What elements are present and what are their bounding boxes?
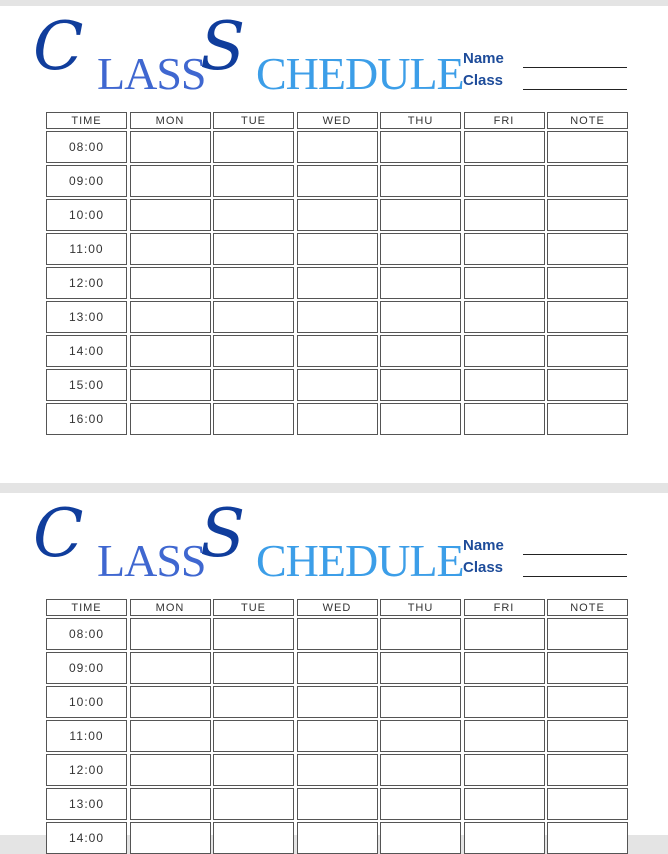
- slot-thu[interactable]: [380, 369, 461, 401]
- slot-note[interactable]: [547, 403, 628, 435]
- slot-note[interactable]: [547, 618, 628, 650]
- slot-fri[interactable]: [464, 754, 545, 786]
- slot-note[interactable]: [547, 754, 628, 786]
- slot-fri[interactable]: [464, 199, 545, 231]
- slot-note[interactable]: [547, 822, 628, 854]
- slot-fri[interactable]: [464, 720, 545, 752]
- slot-thu[interactable]: [380, 199, 461, 231]
- slot-thu[interactable]: [380, 403, 461, 435]
- slot-fri[interactable]: [464, 267, 545, 299]
- time-cell: 11:00: [46, 720, 127, 752]
- slot-wed[interactable]: [297, 788, 378, 820]
- slot-tue[interactable]: [213, 822, 294, 854]
- slot-wed[interactable]: [297, 301, 378, 333]
- name-label: Name: [463, 537, 504, 554]
- class-field[interactable]: [463, 72, 633, 94]
- slot-note[interactable]: [547, 233, 628, 265]
- page-title: [33, 8, 464, 99]
- slot-fri[interactable]: [464, 403, 545, 435]
- slot-wed[interactable]: [297, 165, 378, 197]
- slot-wed[interactable]: [297, 369, 378, 401]
- slot-tue[interactable]: [213, 267, 294, 299]
- slot-mon[interactable]: [130, 652, 211, 684]
- schedule-page-1: [0, 6, 668, 483]
- header-wed: WED: [297, 599, 378, 616]
- name-field[interactable]: [463, 50, 633, 72]
- schedule-table: [46, 599, 628, 854]
- slot-thu[interactable]: [380, 267, 461, 299]
- slot-fri[interactable]: [464, 369, 545, 401]
- time-cell: 09:00: [46, 652, 127, 684]
- slot-fri[interactable]: [464, 335, 545, 367]
- class-label: Class: [463, 559, 504, 576]
- slot-wed[interactable]: [297, 403, 378, 435]
- slot-note[interactable]: [547, 686, 628, 718]
- slot-tue[interactable]: [213, 165, 294, 197]
- slot-note[interactable]: [547, 267, 628, 299]
- slot-tue[interactable]: [213, 199, 294, 231]
- slot-tue[interactable]: [213, 652, 294, 684]
- slot-wed[interactable]: [297, 233, 378, 265]
- slot-fri[interactable]: [464, 131, 545, 163]
- slot-tue[interactable]: [213, 301, 294, 333]
- slot-fri[interactable]: [464, 822, 545, 854]
- title-script-initial-c: C: [33, 8, 84, 85]
- slot-mon[interactable]: [130, 788, 211, 820]
- slot-thu[interactable]: [380, 618, 461, 650]
- schedule-page-2: [0, 493, 668, 845]
- title-script-initial-c: C: [33, 495, 84, 572]
- slot-mon[interactable]: [130, 720, 211, 752]
- slot-tue[interactable]: [213, 131, 294, 163]
- time-cell: 13:00: [46, 301, 127, 333]
- slot-tue[interactable]: [213, 403, 294, 435]
- slot-note[interactable]: [547, 131, 628, 163]
- slot-tue[interactable]: [213, 788, 294, 820]
- slot-mon[interactable]: [130, 369, 211, 401]
- title-word-schedule: CHEDULE: [256, 535, 464, 586]
- slot-note[interactable]: [547, 199, 628, 231]
- slot-note[interactable]: [547, 652, 628, 684]
- header-mon: MON: [130, 112, 211, 129]
- slot-tue[interactable]: [213, 754, 294, 786]
- title-word-schedule: CHEDULE: [256, 48, 464, 99]
- slot-wed[interactable]: [297, 131, 378, 163]
- class-label: Class: [463, 72, 504, 89]
- name-line[interactable]: [523, 67, 627, 68]
- slot-fri[interactable]: [464, 618, 545, 650]
- info-fields: [463, 537, 633, 581]
- slot-wed[interactable]: [297, 335, 378, 367]
- slot-mon[interactable]: [130, 754, 211, 786]
- slot-note[interactable]: [547, 720, 628, 752]
- class-field[interactable]: [463, 559, 633, 581]
- slot-mon[interactable]: [130, 618, 211, 650]
- slot-mon[interactable]: [130, 301, 211, 333]
- slot-mon[interactable]: [130, 267, 211, 299]
- info-fields: [463, 50, 633, 94]
- time-cell: 09:00: [46, 165, 127, 197]
- slot-note[interactable]: [547, 335, 628, 367]
- slot-wed[interactable]: [297, 652, 378, 684]
- header-fri: FRI: [464, 599, 545, 616]
- header-note: NOTE: [547, 112, 628, 129]
- page-title: [33, 495, 464, 586]
- slot-thu[interactable]: [380, 335, 461, 367]
- slot-wed[interactable]: [297, 720, 378, 752]
- title-script-initial-s: S: [200, 8, 246, 85]
- title-script-initial-s: S: [200, 495, 246, 572]
- slot-mon[interactable]: [130, 165, 211, 197]
- slot-mon[interactable]: [130, 335, 211, 367]
- header-time: TIME: [46, 112, 127, 129]
- slot-tue[interactable]: [213, 335, 294, 367]
- slot-note[interactable]: [547, 301, 628, 333]
- slot-wed[interactable]: [297, 686, 378, 718]
- slot-thu[interactable]: [380, 301, 461, 333]
- slot-mon[interactable]: [130, 403, 211, 435]
- slot-thu[interactable]: [380, 822, 461, 854]
- header-time: TIME: [46, 599, 127, 616]
- slot-tue[interactable]: [213, 618, 294, 650]
- name-line[interactable]: [523, 554, 627, 555]
- slot-tue[interactable]: [213, 686, 294, 718]
- slot-thu[interactable]: [380, 720, 461, 752]
- slot-mon[interactable]: [130, 822, 211, 854]
- slot-note[interactable]: [547, 165, 628, 197]
- time-cell: 15:00: [46, 369, 127, 401]
- slot-mon[interactable]: [130, 199, 211, 231]
- slot-thu[interactable]: [380, 754, 461, 786]
- name-field[interactable]: [463, 537, 633, 559]
- time-cell: 14:00: [46, 335, 127, 367]
- slot-mon[interactable]: [130, 686, 211, 718]
- slot-fri[interactable]: [464, 652, 545, 684]
- slot-fri[interactable]: [464, 301, 545, 333]
- slot-note[interactable]: [547, 788, 628, 820]
- time-cell: 10:00: [46, 199, 127, 231]
- header-note: NOTE: [547, 599, 628, 616]
- slot-wed[interactable]: [297, 267, 378, 299]
- slot-wed[interactable]: [297, 618, 378, 650]
- slot-thu[interactable]: [380, 233, 461, 265]
- time-cell: 16:00: [46, 403, 127, 435]
- header-thu: THU: [380, 112, 461, 129]
- header-thu: THU: [380, 599, 461, 616]
- class-line[interactable]: [523, 89, 627, 90]
- slot-tue[interactable]: [213, 233, 294, 265]
- header-wed: WED: [297, 112, 378, 129]
- header-mon: MON: [130, 599, 211, 616]
- slot-note[interactable]: [547, 369, 628, 401]
- slot-wed[interactable]: [297, 754, 378, 786]
- class-line[interactable]: [523, 576, 627, 577]
- slot-mon[interactable]: [130, 131, 211, 163]
- slot-thu[interactable]: [380, 165, 461, 197]
- header-tue: TUE: [213, 112, 294, 129]
- time-cell: 12:00: [46, 754, 127, 786]
- header-fri: FRI: [464, 112, 545, 129]
- time-cell: 12:00: [46, 267, 127, 299]
- name-label: Name: [463, 50, 504, 67]
- slot-fri[interactable]: [464, 165, 545, 197]
- slot-thu[interactable]: [380, 686, 461, 718]
- title-word-class: LASS: [97, 48, 206, 99]
- schedule-table: [46, 112, 628, 435]
- slot-wed[interactable]: [297, 199, 378, 231]
- slot-tue[interactable]: [213, 369, 294, 401]
- title-word-class: LASS: [97, 535, 206, 586]
- slot-fri[interactable]: [464, 788, 545, 820]
- time-cell: 11:00: [46, 233, 127, 265]
- slot-fri[interactable]: [464, 686, 545, 718]
- slot-thu[interactable]: [380, 788, 461, 820]
- slot-tue[interactable]: [213, 720, 294, 752]
- time-cell: 08:00: [46, 131, 127, 163]
- time-cell: 10:00: [46, 686, 127, 718]
- slot-thu[interactable]: [380, 652, 461, 684]
- slot-thu[interactable]: [380, 131, 461, 163]
- time-cell: 14:00: [46, 822, 127, 854]
- slot-mon[interactable]: [130, 233, 211, 265]
- header-tue: TUE: [213, 599, 294, 616]
- slot-wed[interactable]: [297, 822, 378, 854]
- time-cell: 08:00: [46, 618, 127, 650]
- time-cell: 13:00: [46, 788, 127, 820]
- slot-fri[interactable]: [464, 233, 545, 265]
